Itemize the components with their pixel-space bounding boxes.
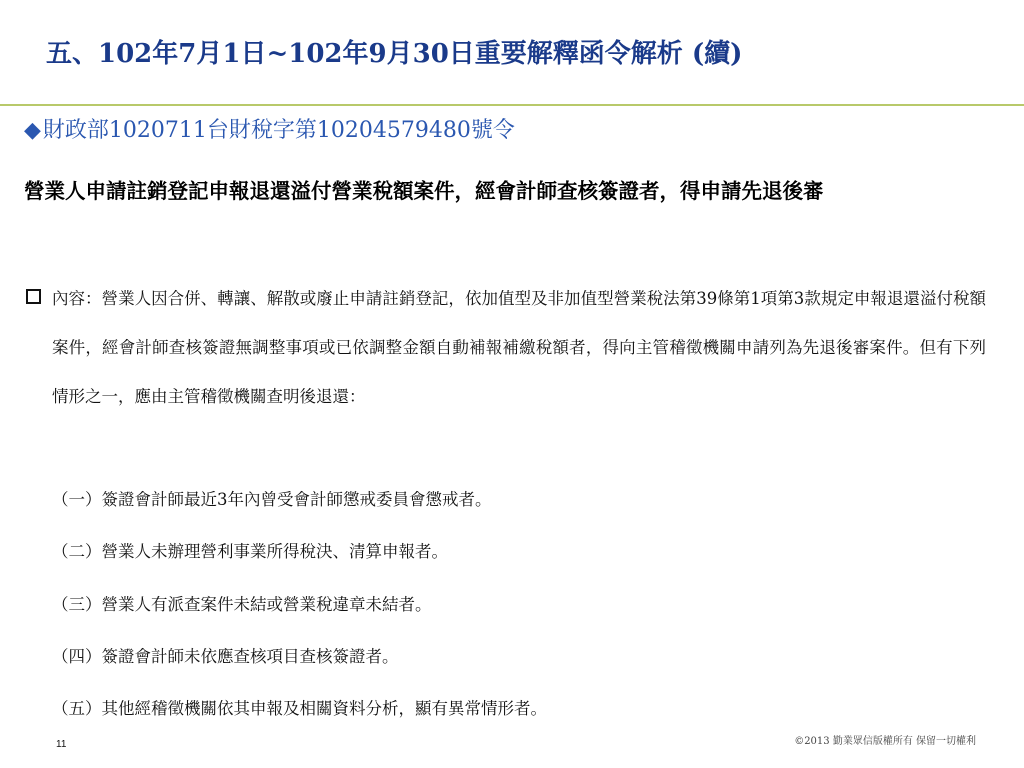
copyright-notice: ©2013 勤業眾信版權所有 保留一切權利 — [794, 736, 976, 747]
ruling-reference — [24, 114, 515, 148]
slide-title: 五、102年7月1日~102年9月30日重要解釋函令解析 (續) — [46, 39, 743, 69]
title-divider — [0, 104, 1024, 106]
list-item: （二）營業人未辦理營利事業所得稅決、清算申報者。 — [52, 542, 448, 562]
diamond-icon: ◆ — [24, 118, 41, 143]
page-number: 11 — [56, 739, 67, 750]
ruling-heading: 營業人申請註銷登記申報退還溢付營業稅額案件，經會計師查核簽證者，得申請先退後審 — [24, 179, 824, 203]
exception-list — [52, 474, 547, 735]
hollow-square-icon — [26, 289, 41, 304]
list-item: （四）簽證會計師未依應查核項目查核簽證者。 — [52, 646, 399, 666]
list-item: （五）其他經稽徵機關依其申報及相關資料分析，顯有異常情形者。 — [52, 699, 547, 719]
list-item: （一）簽證會計師最近3年內曾受會計師懲戒委員會懲戒者。 — [52, 490, 492, 509]
ruling-reference-text: 財政部1020711台財稅字第10204579480號令 — [42, 118, 515, 143]
list-item: （三）營業人有派查案件未結或營業稅違章未結者。 — [52, 594, 432, 614]
ruling-content: 內容：營業人因合併、轉讓、解散或廢止申請註銷登記，依加值型及非加值型營業稅法第39條第1項第3款規定申報退還溢付稅額案件，經會計師查核簽證無調整事項或已依調整金額自動補報補繳稅額者，得向主管稽徵機關申請列為先退後審案件。但有下列情形之一，應由主管稽徵機關查明後退還： — [52, 289, 986, 406]
